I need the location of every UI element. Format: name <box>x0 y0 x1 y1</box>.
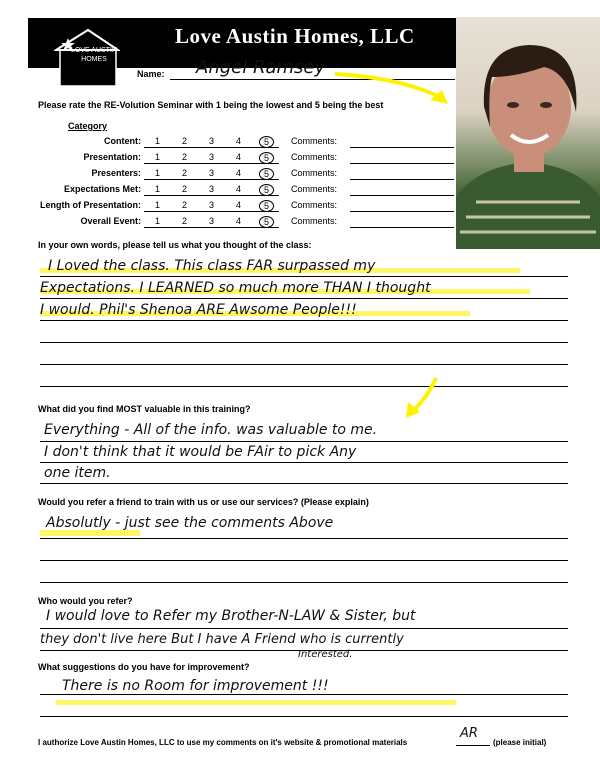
answer-4-line-3: Interested. <box>298 649 353 660</box>
rating-option[interactable]: 5 <box>259 168 274 180</box>
highlight-arrow <box>400 372 446 422</box>
authorization-text: I authorize Love Austin Homes, LLC to use my comments on it's website & promotional materials <box>38 738 408 747</box>
question-1-label: In your own words, please tell us what you thought of the class: <box>38 240 312 250</box>
rating-option[interactable]: 4 <box>235 152 241 162</box>
comments-line <box>350 179 454 180</box>
rating-option[interactable]: 5 <box>259 136 274 148</box>
rating-label: Presenters: <box>91 168 141 178</box>
comments-line <box>350 195 454 196</box>
rating-option[interactable]: 3 <box>208 136 214 146</box>
logo-text: LOVE AUSTIN HOMES <box>71 47 117 63</box>
name-label: Name: <box>137 69 165 79</box>
rating-label: Length of Presentation: <box>40 200 141 210</box>
instructions: Please rate the RE-Volution Seminar with 1 being the lowest and 5 being the best <box>38 100 384 110</box>
rating-option[interactable]: 5 <box>259 200 274 212</box>
rating-option[interactable]: 1 <box>154 136 160 146</box>
company-logo <box>54 28 120 88</box>
answer-2-line-2: I don't think that it would be FAir to pick Any <box>44 444 357 460</box>
initial-value: AR <box>460 726 478 741</box>
rating-option[interactable]: 1 <box>154 200 160 210</box>
question-3-label: Would you refer a friend to train with us or use our services? (Please explain) <box>38 497 369 507</box>
rating-option[interactable]: 2 <box>181 152 187 162</box>
comments-line <box>350 147 454 148</box>
initial-label: (please initial) <box>493 738 547 747</box>
company-title: Love Austin Homes, LLC <box>175 24 415 48</box>
rating-option[interactable]: 3 <box>208 200 214 210</box>
rating-label: Content: <box>104 136 141 146</box>
rating-option[interactable]: 3 <box>208 184 214 194</box>
rating-option[interactable]: 5 <box>259 152 274 164</box>
answer-1-line-2: Expectations. I LEARNED so much more THAN I thought <box>40 280 431 296</box>
comments-label: Comments: <box>291 136 338 146</box>
rating-option[interactable]: 3 <box>208 168 214 178</box>
rating-option[interactable]: 2 <box>181 136 187 146</box>
name-value: Angel Ramsey <box>196 57 326 78</box>
rating-option[interactable]: 2 <box>181 216 187 226</box>
answer-2-line-1: Everything - All of the info. was valuable to me. <box>44 422 378 438</box>
rating-option[interactable]: 1 <box>154 152 160 162</box>
rating-option[interactable]: 3 <box>208 216 214 226</box>
rating-underline <box>144 163 279 164</box>
answer-1-line-3: I would. Phil's Shenoa ARE Awsome People!!! <box>40 302 357 318</box>
question-5-label: What suggestions do you have for improvement? <box>38 662 250 672</box>
comments-label: Comments: <box>291 216 338 226</box>
answer-4-line-2: they don't live here But I have A Friend who is currently <box>40 632 404 647</box>
rating-option[interactable]: 4 <box>235 216 241 226</box>
rating-option[interactable]: 1 <box>154 168 160 178</box>
rating-option[interactable]: 5 <box>259 184 274 196</box>
rating-label: Presentation: <box>83 152 141 162</box>
rating-label: Expectations Met: <box>63 184 141 194</box>
answer-5-line-1: There is no Room for improvement !!! <box>62 678 329 694</box>
comments-line <box>350 211 454 212</box>
comments-label: Comments: <box>291 184 338 194</box>
rating-underline <box>144 211 279 212</box>
answer-4-line-1: I would love to Refer my Brother-N-LAW & Sister, but <box>46 608 416 624</box>
rating-option[interactable]: 3 <box>208 152 214 162</box>
rating-option[interactable]: 4 <box>235 184 241 194</box>
rating-option[interactable]: 4 <box>235 168 241 178</box>
rating-option[interactable]: 1 <box>154 184 160 194</box>
answer-2-line-3: one item. <box>44 465 111 481</box>
comments-label: Comments: <box>291 200 338 210</box>
highlight-line <box>56 700 456 705</box>
rating-label: Overall Event: <box>80 216 141 226</box>
answer-1-line-1: I Loved the class. This class FAR surpassed my <box>48 258 376 274</box>
rating-underline <box>144 147 279 148</box>
category-heading: Category <box>68 121 108 131</box>
comments-label: Comments: <box>291 152 338 162</box>
rating-option[interactable]: 2 <box>181 168 187 178</box>
rating-option[interactable]: 5 <box>259 216 274 228</box>
comments-line <box>350 163 454 164</box>
person-photo <box>456 17 600 249</box>
rating-option[interactable]: 4 <box>235 200 241 210</box>
rating-underline <box>144 227 279 228</box>
comments-label: Comments: <box>291 168 338 178</box>
rating-underline <box>144 195 279 196</box>
rating-option[interactable]: 2 <box>181 200 187 210</box>
rating-option[interactable]: 4 <box>235 136 241 146</box>
answer-3-line-1: Absolutly - just see the comments Above <box>46 515 334 531</box>
question-2-label: What did you find MOST valuable in this training? <box>38 404 251 414</box>
question-4-label: Who would you refer? <box>38 596 133 606</box>
rating-option[interactable]: 2 <box>181 184 187 194</box>
rating-option[interactable]: 1 <box>154 216 160 226</box>
comments-line <box>350 227 454 228</box>
rating-underline <box>144 179 279 180</box>
